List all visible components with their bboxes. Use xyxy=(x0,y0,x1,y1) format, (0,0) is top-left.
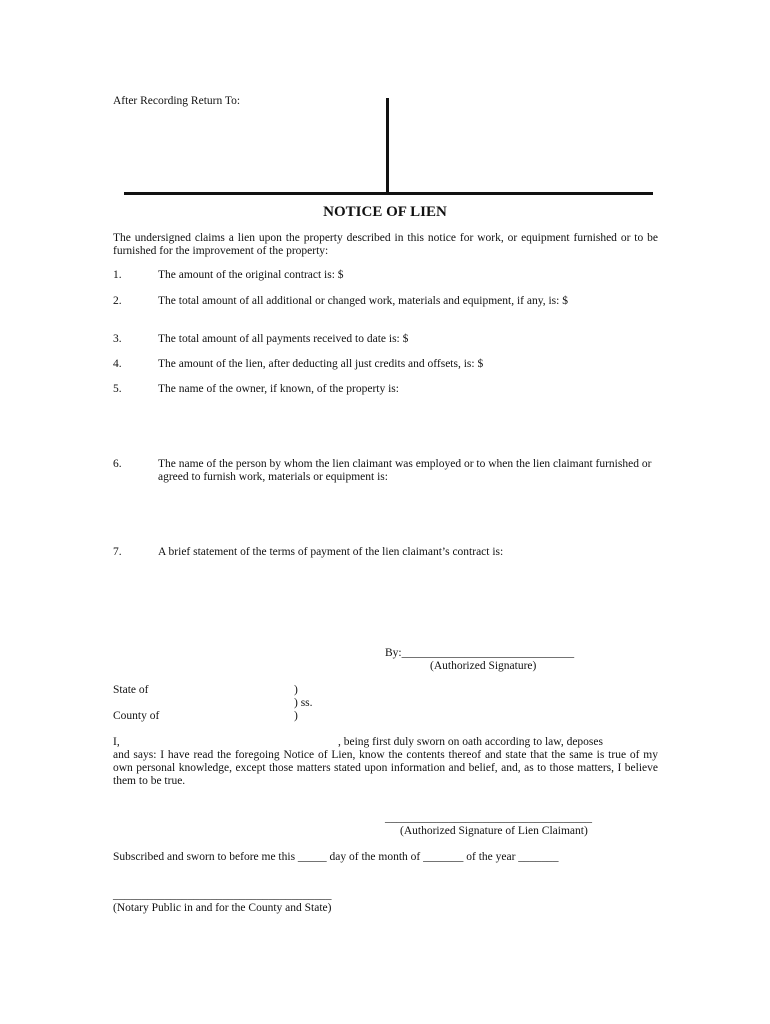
horizontal-rule xyxy=(124,192,653,195)
item-text-7: A brief statement of the terms of payment of the lien claimant’s contract is: xyxy=(158,546,504,558)
item-number-5: 5. xyxy=(113,383,122,395)
notary-label: (Notary Public in and for the County and State) xyxy=(113,902,332,914)
item-text-3: The total amount of all payments received to date is: $ xyxy=(158,333,409,345)
item-number-3: 3. xyxy=(113,333,122,345)
return-to-label: After Recording Return To: xyxy=(113,95,241,107)
item-text-5: The name of the owner, if known, of the property is: xyxy=(158,383,399,395)
county-of-label: County of xyxy=(113,710,160,722)
item-number-1: 1. xyxy=(113,269,122,281)
item-text-6: The name of the person by whom the lien claimant was employed or to when the lien claimant furnished or agreed to furnish work, materials or equipment is: xyxy=(158,458,652,483)
item-number-6: 6. xyxy=(113,458,122,470)
item-number-7: 7. xyxy=(113,546,122,558)
item-text-1: The amount of the original contract is: $ xyxy=(158,269,344,281)
item-text-2: The total amount of all additional or changed work, materials and equipment, if any, is: $ xyxy=(158,295,568,307)
notary-signature-line: ______________________________________ xyxy=(113,889,332,901)
document-title: NOTICE OF LIEN xyxy=(323,204,447,220)
intro-paragraph: The undersigned claims a lien upon the property described in this notice for work, or equipment furnished or to be furnished for the improvement of the property: xyxy=(113,232,658,257)
venue-paren-top: ) xyxy=(294,684,298,696)
item-text-4: The amount of the lien, after deducting all just credits and offsets, is: $ xyxy=(158,358,484,370)
venue-ss: ) ss. xyxy=(294,697,313,709)
vertical-rule xyxy=(386,98,389,194)
item-number-2: 2. xyxy=(113,295,122,307)
claimant-signature-label: (Authorized Signature of Lien Claimant) xyxy=(400,825,588,837)
oath-first-i: I, xyxy=(113,736,120,748)
oath-first-rest: , being first duly sworn on oath according to law, deposes xyxy=(338,736,603,748)
item-number-4: 4. xyxy=(113,358,122,370)
venue-paren-bottom: ) xyxy=(294,710,298,722)
state-of-label: State of xyxy=(113,684,149,696)
subscribed-sworn-line: Subscribed and sworn to before me this _____ day of the month of _______ of the year _______ xyxy=(113,851,559,863)
by-signature-line: By:______________________________ xyxy=(385,647,575,659)
authorized-signature-label: (Authorized Signature) xyxy=(430,660,537,672)
oath-paragraph: and says: I have read the foregoing Notice of Lien, know the contents thereof and state that the same is true of my own personal knowledge, except those matters stated upon information and belief, and, as to those matters, I believe them to be true. xyxy=(113,749,658,787)
claimant-signature-line: ____________________________________ xyxy=(385,812,592,824)
